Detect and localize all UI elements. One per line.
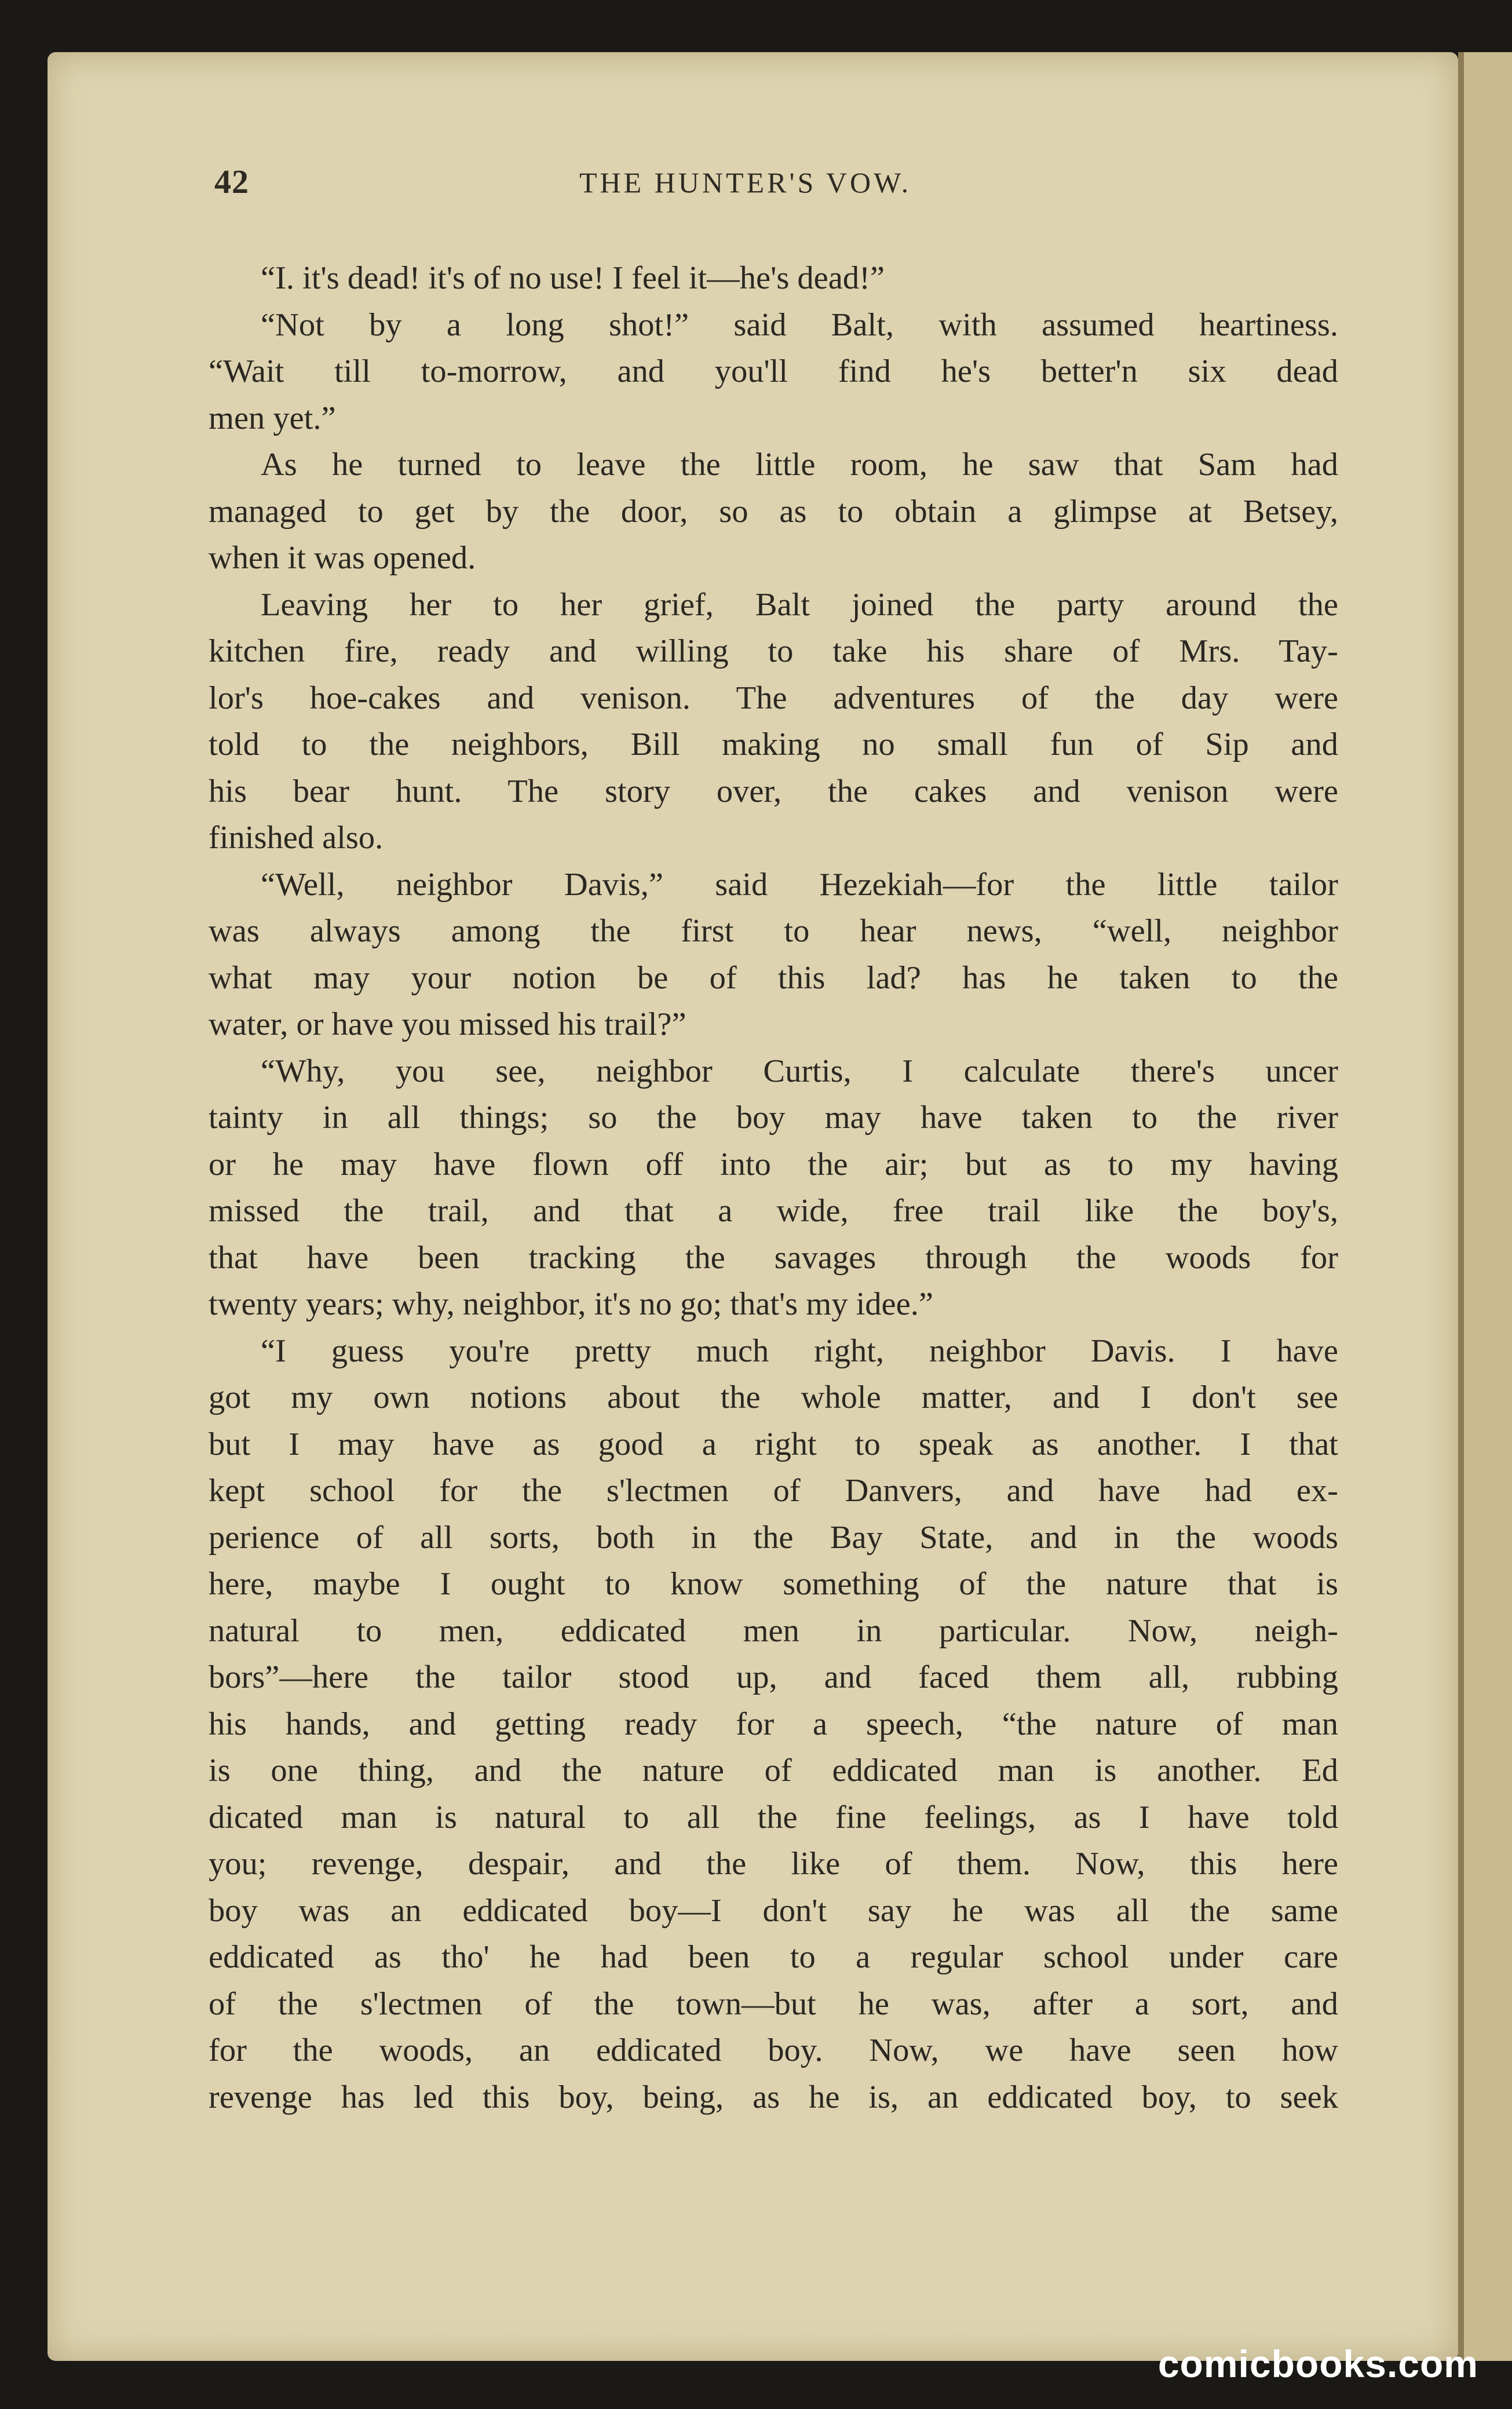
text-line: but I may have as good a right to speak as another. I that — [209, 1426, 1338, 1462]
body-text — [209, 255, 1338, 2120]
text-line: that have been tracking the savages through the woods for — [209, 1239, 1338, 1276]
text-line: missed the trail, and that a wide, free trail like the boy's, — [209, 1193, 1338, 1229]
text-line: managed to get by the door, so as to obtain a glimpse at Betsey, — [209, 493, 1338, 530]
text-line: “I guess you're pretty much right, neighbor Davis. I have — [261, 1333, 1338, 1369]
text-line: boy was an eddicated boy—I don't say he was all the same — [209, 1892, 1338, 1929]
text-line: “I. it's dead! it's of no use! I feel it—he's dead!” — [261, 260, 885, 296]
running-title: THE HUNTER'S VOW. — [579, 166, 912, 199]
text-line: men yet.” — [209, 400, 336, 436]
text-line: “Wait till to-morrow, and you'll find he's better'n six dead — [209, 353, 1338, 389]
text-line: was always among the first to hear news, “well, neighbor — [209, 913, 1338, 949]
text-line: lor's hoe-cakes and venison. The adventures of the day were — [209, 680, 1338, 716]
text-line: twenty years; why, neighbor, it's no go; that's my idee.” — [209, 1286, 933, 1322]
text-line: what may your notion be of this lad? has he taken to the — [209, 959, 1338, 996]
text-line: kept school for the s'lectmen of Danvers, and have had ex- — [209, 1473, 1338, 1509]
text-line: his hands, and getting ready for a speech, “the nature of man — [209, 1706, 1338, 1742]
text-line: or he may have flown off into the air; but as to my having — [209, 1146, 1338, 1182]
text-line: of the s'lectmen of the town—but he was, after a sort, and — [209, 1985, 1338, 2022]
text-line: here, maybe I ought to know something of the nature that is — [209, 1566, 1338, 1602]
text-line: bors”—here the tailor stood up, and faced them all, rubbing — [209, 1659, 1338, 1695]
text-line: “Well, neighbor Davis,” said Hezekiah—for the little tailor — [261, 866, 1338, 903]
text-line: revenge has led this boy, being, as he is, an eddicated boy, to seek — [209, 2079, 1338, 2115]
text-line: perience of all sorts, both in the Bay State, and in the woods — [209, 1519, 1338, 1556]
text-line: told to the neighbors, Bill making no small fun of Sip and — [209, 727, 1338, 762]
text-line: “Why, you see, neighbor Curtis, I calculate there's uncer — [261, 1053, 1338, 1089]
text-line: Leaving her to her grief, Balt joined the party around the — [261, 586, 1338, 623]
page-number: 42 — [214, 163, 249, 200]
watermark: comicbooks.com — [1157, 2342, 1478, 2385]
text-line: “Not by a long shot!” said Balt, with assumed heartiness. — [261, 306, 1338, 343]
text-line: As he turned to leave the little room, he saw that Sam had — [261, 447, 1338, 483]
adjacent-page-edge — [1458, 52, 1512, 2361]
text-line: eddicated as tho' he had been to a regular school under care — [209, 1939, 1338, 1975]
text-line: you; revenge, despair, and the like of them. Now, this here — [209, 1846, 1338, 1882]
text-line: tainty in all things; so the boy may have taken to the river — [209, 1100, 1338, 1136]
text-line: natural to men, eddicated men in particular. Now, neigh- — [209, 1612, 1338, 1649]
text-line: kitchen fire, ready and willing to take his share of Mrs. Tay- — [209, 633, 1338, 669]
text-line: when it was opened. — [209, 540, 476, 576]
text-line: got my own notions about the whole matter, and I don't see — [209, 1379, 1338, 1415]
text-line: water, or have you missed his trail?” — [209, 1006, 686, 1042]
text-line: dicated man is natural to all the fine feelings, as I have told — [209, 1799, 1338, 1835]
text-line: finished also. — [209, 820, 384, 856]
text-line: is one thing, and the nature of eddicated man is another. Ed — [209, 1753, 1338, 1789]
page-header — [214, 162, 1315, 209]
text-line: for the woods, an eddicated boy. Now, we have seen how — [209, 2032, 1338, 2068]
text-line: his bear hunt. The story over, the cakes and venison were — [209, 773, 1338, 809]
